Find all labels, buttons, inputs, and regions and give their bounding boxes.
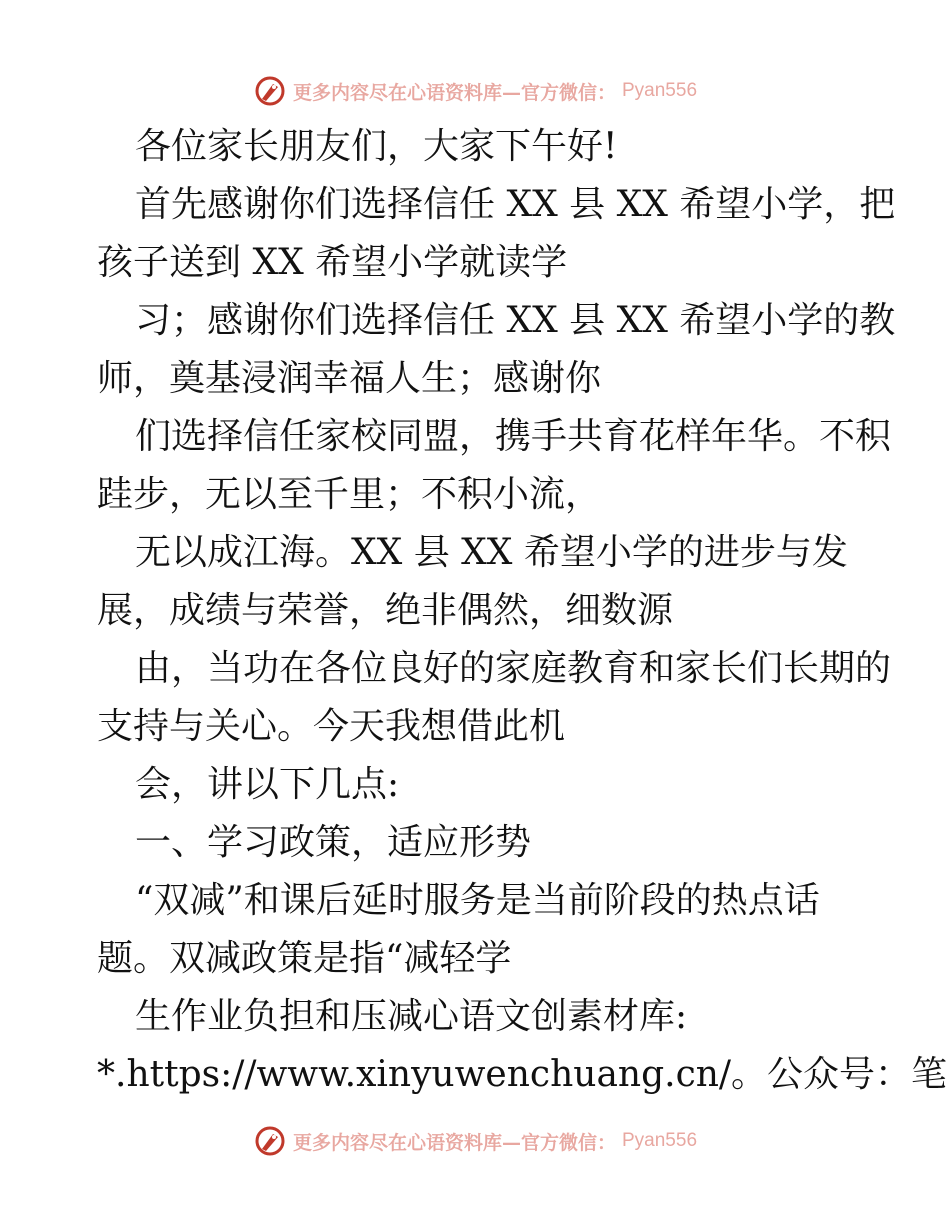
body-line: 展，成绩与荣誉，绝非偶然，细数源 — [97, 590, 674, 631]
watermark-site-text: 更多内容尽在心语资料库—官方微信： — [292, 1131, 616, 1154]
body-line: 习；感谢你们选择信任 XX 县 XX 希望小学的教 — [135, 300, 896, 341]
footer-watermark — [0, 1121, 950, 1161]
watermark-site-text: 更多内容尽在心语资料库—官方微信： — [292, 81, 616, 104]
pen-nib-circle-logo-icon — [253, 1124, 287, 1158]
body-line-url: *.https://www.xinyuwenchuang.cn/。公众号：笔 — [97, 1054, 948, 1095]
body-line: 们选择信任家校同盟，携手共育花样年华。不积 — [135, 416, 892, 457]
body-line: 各位家长朋友们，大家下午好! — [135, 126, 618, 167]
body-line: 会，讲以下几点: — [135, 764, 400, 805]
body-line: 题。双减政策是指“减轻学 — [97, 938, 512, 979]
body-line: 师，奠基浸润幸福人生；感谢你 — [97, 358, 602, 399]
body-line: 无以成江海。XX 县 XX 希望小学的进步与发 — [135, 532, 848, 573]
section-heading: 一、学习政策，适应形势 — [135, 822, 532, 863]
pen-nib-circle-logo-icon — [253, 74, 287, 108]
header-watermark — [0, 71, 950, 111]
body-line: 孩子送到 XX 希望小学就读学 — [97, 242, 568, 283]
body-line: 生作业负担和压减心语文创素材库: — [135, 996, 688, 1037]
watermark-wechat-id: Pyan556 — [622, 1130, 698, 1151]
body-line: 跬步，无以至千里；不积小流， — [97, 474, 602, 515]
watermark-wechat-id: Pyan556 — [622, 80, 698, 101]
body-line: 首先感谢你们选择信任 XX 县 XX 希望小学，把 — [135, 184, 896, 225]
body-line: “双减”和课后延时服务是当前阶段的热点话 — [135, 880, 820, 921]
body-line: 由，当功在各位良好的家庭教育和家长们长期的 — [135, 648, 892, 689]
body-line: 支持与关心。今天我想借此机 — [97, 706, 566, 747]
